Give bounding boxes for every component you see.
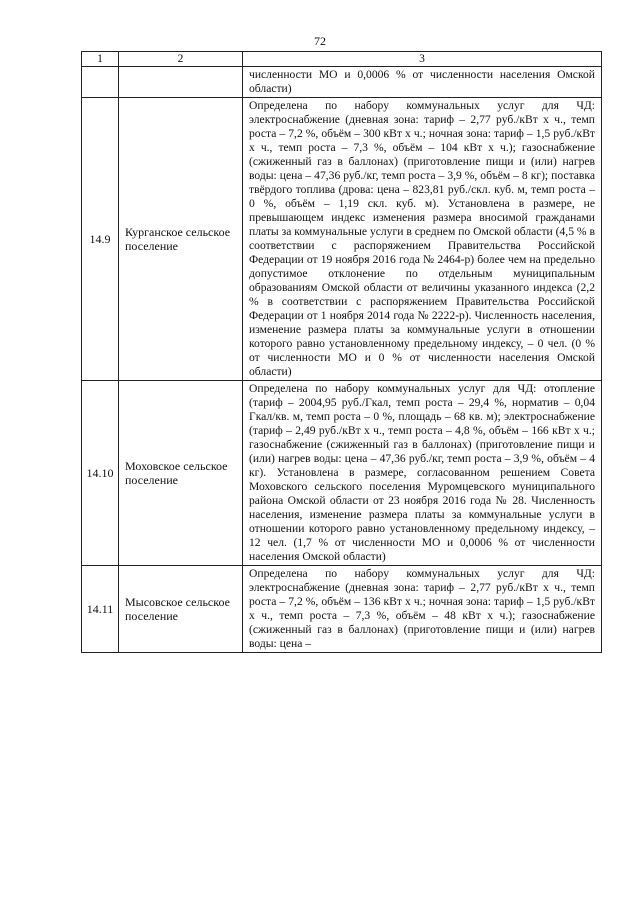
description-text: Определена по набору коммунальных услуг для ЧД: электроснабжение (дневная зона: тариф – 2,77 руб./кВт х ч., темп роста – 7,2 %, объём – 136 кВт х ч.; ночная зона: тариф – 1,5 руб./кВт х ч., темп роста – 7,3 %, объём – 48 кВт х ч.); газоснабжение (сжиженный газ в баллонах) (приготовление пищи и (или) нагрев воды: цена – bbox=[249, 567, 595, 650]
page-number: 72 bbox=[314, 34, 326, 48]
description-cell bbox=[243, 98, 602, 381]
table-row-14-10 bbox=[82, 381, 602, 566]
table-row-14-11 bbox=[82, 566, 602, 653]
description-cell bbox=[243, 566, 602, 653]
row-number-cell bbox=[82, 67, 119, 98]
settlement-name: Моховское сельское поселение bbox=[119, 381, 243, 566]
description-cell bbox=[243, 67, 602, 98]
description-cell bbox=[243, 381, 602, 566]
column-header-3: 3 bbox=[243, 52, 602, 67]
row-number: 14.10 bbox=[82, 381, 119, 566]
services-table bbox=[81, 51, 602, 653]
row-number: 14.9 bbox=[82, 98, 119, 381]
table-row-14-9 bbox=[82, 98, 602, 381]
row-number: 14.11 bbox=[82, 566, 119, 653]
settlement-name-cell bbox=[119, 67, 243, 98]
column-header-2: 2 bbox=[119, 52, 243, 67]
column-header-1: 1 bbox=[82, 52, 119, 67]
description-text: Определена по набору коммунальных услуг для ЧД: электроснабжение (дневная зона: тариф – 2,77 руб./кВт х ч., темп роста – 7,2 %, объём – 300 кВт х ч.; ночная зона: тариф – 1,5 руб./кВт х ч., темп роста – 7,3 %, объём – 104 кВт х ч.); газоснабжение (сжиженный газ в баллонах) (приготовление пищи и (или) нагрев воды: цена – 47,36 руб./кг, темп роста – 3,9 %, объём – 8 кг); поставка твёрдого топлива (дрова: цена – 823,81 руб./скл. куб. м, темп роста – 0 %, объём – 1,19 скл. куб. м). Установлена в размере, не превышающем индекс изменения размера вносимой гражданами платы за коммунальные услуги в среднем по Омской области (4,5 % в соответствии с распоряжением Правительства Российской Федерации от 19 ноября 2016 года № 2464-р) более чем на предельно допустимое отклонение по отдельным муниципальным образованиям Омской области от величины указанного индекса (2,2 % в соответствии с распоряжением Правительства Российской Федерации от 1 ноября 2014 года № 2222-р). Численность населения, изменение размера платы за коммунальные услуги в отношении которого равно установленному предельному индексу, – 0 чел. (0 % от численности МО и 0 % от численности населения Омской области) bbox=[249, 99, 595, 378]
continuation-text: численности МО и 0,0006 % от численности населения Омской области) bbox=[249, 68, 595, 95]
table-header-row bbox=[82, 52, 602, 67]
table-row-continuation bbox=[82, 67, 602, 98]
settlement-name: Мысовское сельское поселение bbox=[119, 566, 243, 653]
settlement-name: Курганское сельское поселение bbox=[119, 98, 243, 381]
description-text: Определена по набору коммунальных услуг для ЧД: отопление (тариф – 2004,95 руб./Гкал, темп роста – 29,4 %, норматив – 0,04 Гкал/кв. м, темп роста – 0 %, площадь – 68 кв. м); электроснабжение (тариф – 2,49 руб./кВт х ч., темп роста – 4,8 %, объём – 166 кВт х ч.; газоснабжение (сжиженный газ в баллонах) (приготовление пищи и (или) нагрев воды: цена – 47,36 руб./кг, темп роста – 3,9 %, объём – 4 кг). Установлена в размере, согласованном решением Совета Моховского сельского поселения Муромцевского муниципального района Омской области от 23 ноября 2016 года № 28. Численность населения, изменение размера платы за коммунальные услуги в отношении которого равно установленному предельному индексу, – 12 чел. (1,7 % от численности МО и 0,0006 % от численности населения Омской области) bbox=[249, 382, 595, 563]
